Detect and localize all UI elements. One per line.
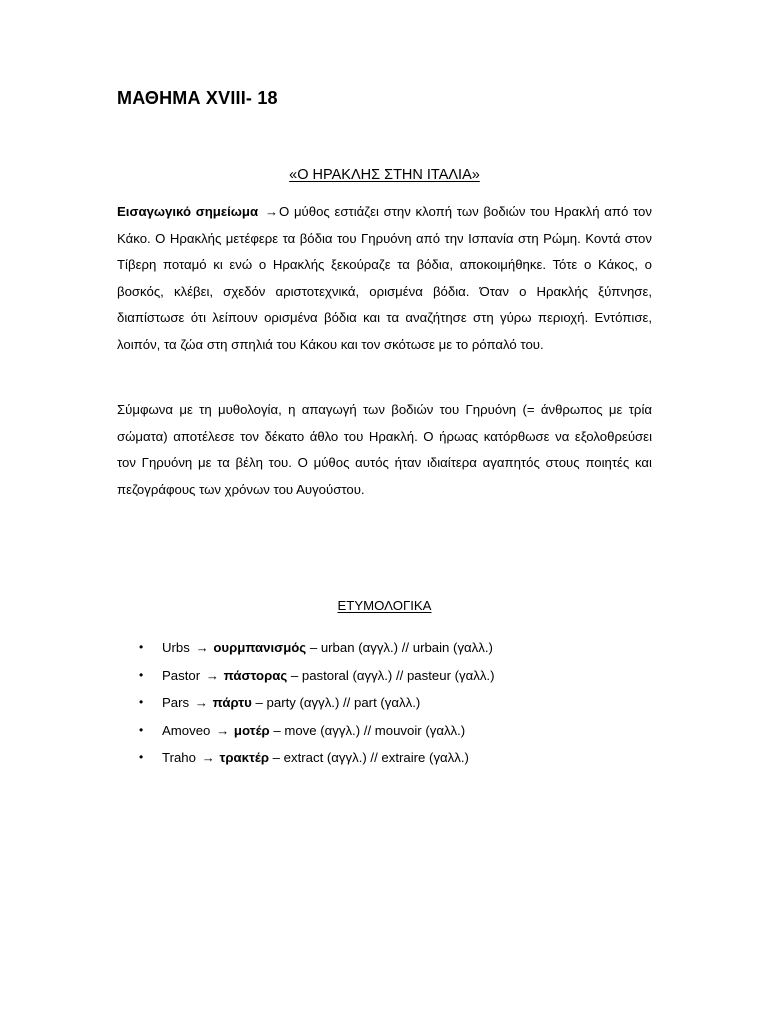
arrow-right-icon: → [201,750,215,765]
list-item [117,689,677,717]
arrow-right-icon: → [205,667,219,683]
greek-term: τρακτέρ [219,750,269,765]
list-item [117,634,677,662]
greek-term: πάρτυ [212,695,252,710]
list-item [117,662,677,690]
list-item [117,744,677,772]
greek-term: ουρμπανισμός [213,640,307,655]
latin-term: Pastor [162,667,201,683]
section-subtitle: «Ο ΗΡΑΚΛΗΣ ΣΤΗΝ ΙΤΑΛΙΑ» [289,167,480,183]
bullet-icon: • [139,640,144,654]
latin-term: Traho [162,750,196,765]
bullet-icon: • [139,695,144,709]
etymology-heading: ΕΤΥΜΟΛΟΓΙΚΑ [337,598,432,613]
derivatives: – party (αγγλ.) // part (γαλλ.) [251,695,421,710]
intro-text: Ο μύθος εστιάζει στην κλοπή των βοδιών του Ηρακλή από τον Κάκο. Ο Ηρακλής μετέφερε τα βόδια του Γηρυόνη από την Ισπανία στη Ρώμη. Κοντά στον Τίβερη ποταμό κι ενώ ο Ηρακλής ξεκούραζε τα βόδια, αποκοιμήθηκε. Τότε ο Κάκος, ο βοσκός, κλέβει, σχεδόν αριστοτεχνικά, ορισμένα βόδια. Όταν ο Ηρακλής ξύπνησε, διαπίστωσε ότι λείπουν ορισμένα βόδια και τα αναζήτησε στη γύρω περιοχή. Εντόπισε, λοιπόν, τα ζώα στη σπηλιά του Κάκου και τον σκότωσε με το ρόπαλό του. [117,204,652,352]
intro-lead: Εισαγωγικό σημείωμα [117,204,259,219]
greek-term: μοτέρ [233,722,270,738]
latin-term: Amoveo [162,722,211,738]
derivatives: – urban (αγγλ.) // urbain (γαλλ.) [306,640,493,655]
derivatives: – extract (αγγλ.) // extraire (γαλλ.) [269,750,469,765]
bullet-icon: • [139,722,144,737]
arrow-right-icon: → [195,640,209,655]
derivatives: – move (αγγλ.) // mouvoir (γαλλ.) [269,722,466,738]
bullet-icon: • [139,750,144,764]
myth-paragraph: Σύμφωνα με τη μυθολογία, η απαγωγή των βοδιών του Γηρυόνη (= άνθρωπος με τρία σώματα) αποτέλεσε τον δέκατο άθλο του Ηρακλή. Ο ήρωας κατόρθωσε να εξολοθρεύσει τον Γηρυόνη με τα βέλη του. Ο μύθος αυτός ήταν ιδιαίτερα αγαπητός στους ποιητές και πεζογράφους των χρόνων του Αυγούστου. [117,402,652,497]
arrow-right-icon: → [194,695,208,710]
arrow-right-icon: → [216,722,230,738]
intro-paragraph [117,199,652,358]
arrow-right-icon: → [264,204,278,219]
bullet-icon: • [139,667,144,682]
latin-term: Pars [162,695,190,710]
etymology-list [117,634,677,772]
derivatives: – pastoral (αγγλ.) // pasteur (γαλλ.) [287,667,495,683]
page-title: ΜΑΘΗΜΑ XVIII- 18 [117,88,278,108]
list-item [117,717,677,745]
greek-term: πάστορας [223,667,288,683]
latin-term: Urbs [162,640,190,655]
